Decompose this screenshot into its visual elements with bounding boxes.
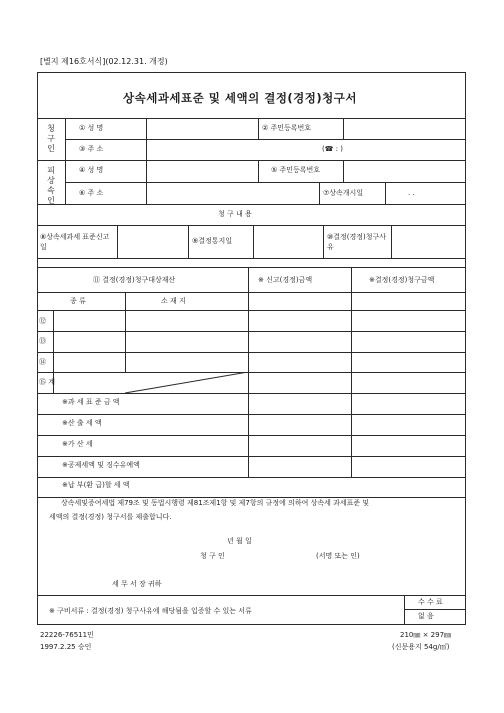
heir-rrn-label: ⑤ 주민등록번호 <box>271 166 321 174</box>
type-header: 종 류 <box>70 297 86 305</box>
approval-date: 1997.2.25 승인 <box>40 643 92 651</box>
claim-section-title: 청 구 내 용 <box>218 210 252 218</box>
notice-date-label: ⑨결정통지일 <box>192 237 233 245</box>
required-documents-label: ※ 구비서류 : 결정(경정) 청구사유에 해당됨을 입증할 수 있는 서류 <box>49 607 252 615</box>
declaration-date-label: 년 월 일 <box>227 537 252 545</box>
property-row-label-13: ⑬ <box>39 337 46 345</box>
heir-address-field[interactable] <box>147 183 318 203</box>
declaration-claimant-label: 청 구 인 <box>200 552 225 560</box>
total-row-diagonal <box>125 372 248 393</box>
target-property-header: ⑪ 결정(경정)청구대상재산 <box>93 276 176 284</box>
heir-name-field[interactable] <box>147 161 257 181</box>
property-type-field-2[interactable] <box>54 332 124 351</box>
declaration-sign-label: (서명 또는 인) <box>316 552 360 560</box>
heir-section-label: 피상속인 <box>47 166 55 205</box>
claimant-rrn-label: ② 주민등록번호 <box>262 124 312 132</box>
property-row-label-12: ⑫ <box>39 317 46 325</box>
report-date-field[interactable] <box>118 226 187 257</box>
location-header: 소 재 지 <box>161 297 186 305</box>
additional-tax-label: ※가 산 세 <box>62 440 93 448</box>
paper-size: 210㎜ × 297㎜ <box>400 631 452 639</box>
heir-rrn-field[interactable] <box>344 161 465 181</box>
payable-tax-label: ※납 부(환 급)할 세 액 <box>62 481 130 489</box>
property-location-field-2[interactable] <box>126 332 247 351</box>
reason-field[interactable] <box>392 226 465 257</box>
claimant-name-label: ① 성 명 <box>79 124 104 132</box>
declaration-line-2: 세액의 결정(경정) 청구서를 제출합니다. <box>49 513 172 521</box>
notice-date-field[interactable] <box>254 226 322 257</box>
form-number: [별지 제16호서식](02.12.31. 개정) <box>40 57 168 66</box>
heir-start-date-value[interactable]: . . <box>408 189 415 197</box>
computed-tax-label: ※산 출 세 액 <box>62 419 102 427</box>
property-location-field-3[interactable] <box>126 353 247 371</box>
heir-start-date-label: ⑦상속개시일 <box>323 189 364 197</box>
property-row-label-14: ⑭ <box>39 358 46 366</box>
claimant-name-field[interactable] <box>147 119 257 138</box>
heir-name-label: ④ 성 명 <box>79 166 104 174</box>
fee-value: 없 음 <box>418 612 434 620</box>
report-date-label: ⑧상속세과세 표준신고일 <box>40 233 110 251</box>
claimant-address-field[interactable] <box>147 140 317 159</box>
addressee: 세 무 서 장 귀하 <box>112 580 162 588</box>
heir-address-label: ⑥ 주 소 <box>79 189 104 197</box>
form-title: 상속세과세표준 및 세액의 결정(경정)청구서 <box>123 91 357 105</box>
declaration-line-1: 상속세및증여세법 제79조 및 동법시행령 제81조제1항 및 제7항의 규정에 의하여 상속세 과세표준 및 <box>61 499 370 507</box>
claimant-section-label: 청구인 <box>47 124 55 153</box>
property-location-field-1[interactable] <box>126 311 247 331</box>
fee-header: 수 수 료 <box>418 598 443 606</box>
claimant-address-label: ③ 주 소 <box>79 145 104 153</box>
claimant-phone-label: (☎ : ) <box>322 145 343 153</box>
reported-amount-header: ※ 신고(경정)금액 <box>258 276 313 284</box>
claimant-rrn-field[interactable] <box>344 119 465 138</box>
claimed-amount-header: ※결정(경정)청구금액 <box>369 276 435 284</box>
paper-type: (신문용지 54g/㎡) <box>392 643 450 651</box>
declaration-signature-field[interactable] <box>236 549 314 563</box>
property-type-field-1[interactable] <box>54 311 124 331</box>
reason-label: ⑩결정(경정)청구사유 <box>327 233 387 251</box>
tax-base-label: ※과 세 표 준 금 액 <box>62 398 120 406</box>
form-code: 22226-76511민 <box>40 631 94 639</box>
property-type-field-3[interactable] <box>54 353 124 371</box>
deduction-label: ※공제세액 및 징수유예액 <box>62 461 140 469</box>
property-total-label: ⑮ 계 <box>39 378 55 386</box>
